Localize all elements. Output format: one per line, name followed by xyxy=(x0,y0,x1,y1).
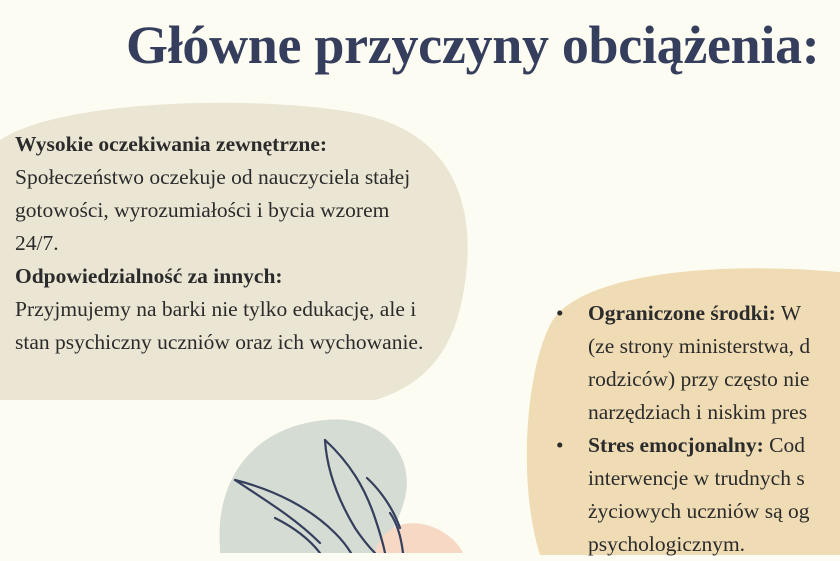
item-text: Cod xyxy=(769,433,805,457)
list-item-line: życiowych uczniów są og xyxy=(588,499,810,523)
list-item-line xyxy=(588,297,840,330)
item-text: Społeczeństwo oczekuje od nauczyciela stałej gotowości, wyrozumiałości i bycia wzorem 24/7. xyxy=(15,165,411,255)
list-item-line xyxy=(588,429,840,462)
item-text: Przyjmujemy na barki nie tylko edukację, ale i stan psychiczny uczniów oraz ich wychowanie. xyxy=(15,297,424,354)
item-heading: Ograniczone środki: xyxy=(588,301,776,325)
list-item-limited-resources xyxy=(556,297,840,429)
list-item-line: (ze strony ministerstwa, d xyxy=(588,334,811,358)
left-panel xyxy=(15,128,435,359)
list-item-line: interwencje w trudnych s xyxy=(588,466,805,490)
item-heading: Wysokie oczekiwania zewnętrzne: xyxy=(15,132,328,156)
left-item-expectations xyxy=(15,128,435,260)
right-panel-list xyxy=(556,297,840,561)
left-item-responsibility xyxy=(15,260,435,359)
item-heading: Odpowiedzialność za innych: xyxy=(15,264,283,288)
item-text: W xyxy=(780,301,802,325)
page-title: Główne przyczyny obciążenia: xyxy=(126,15,820,75)
bullet-icon: • xyxy=(556,433,564,457)
list-item-line: psychologicznym. xyxy=(588,532,746,556)
list-item-line: rodziców) przy często nie xyxy=(588,367,810,391)
list-item-line: narzędziach i niskim pres xyxy=(588,400,808,424)
list-item-emotional-stress xyxy=(556,429,840,561)
illustration xyxy=(215,418,475,553)
item-heading: Stres emocjonalny: xyxy=(588,433,764,457)
bullet-icon: • xyxy=(556,301,564,325)
